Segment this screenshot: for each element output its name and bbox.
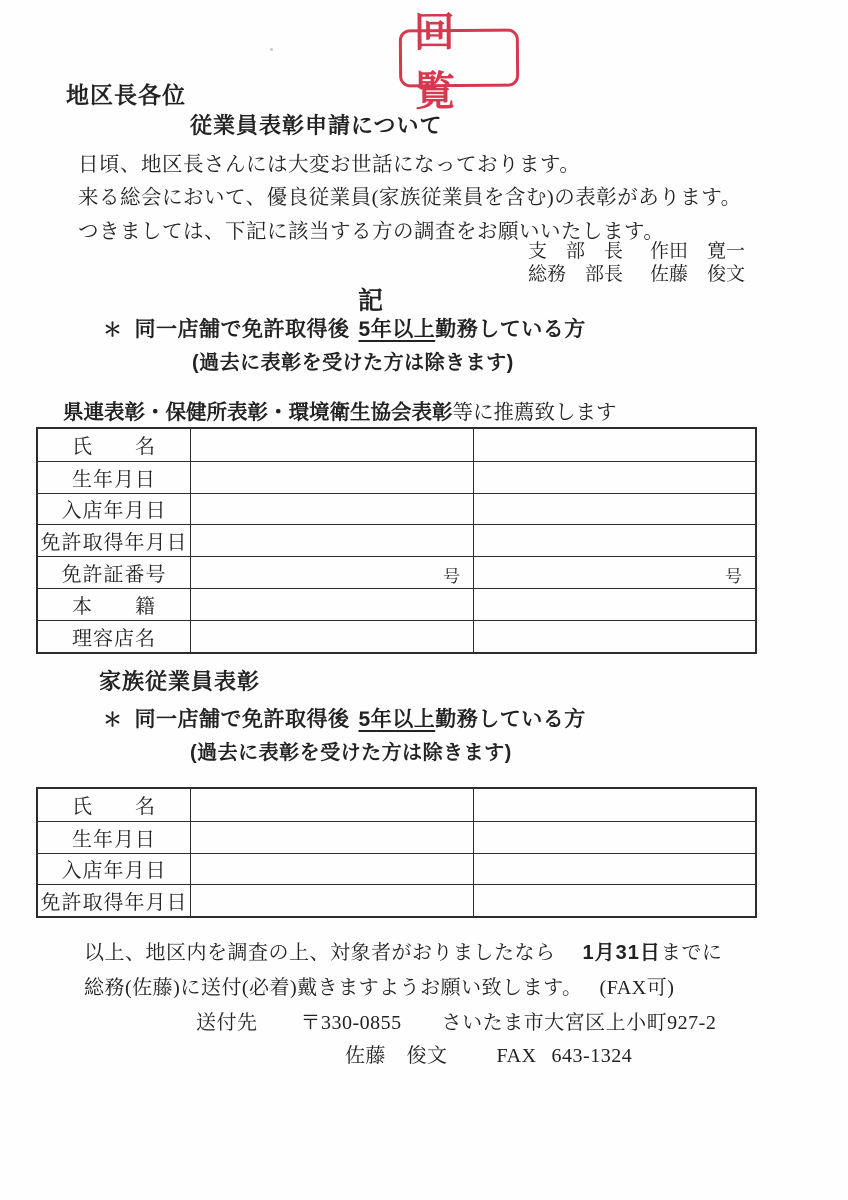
table1-caption-awards: 県連表彰・保健所表彰・環境衛生協会表彰 [63, 401, 453, 424]
table-cell-empty [473, 885, 755, 916]
signature-row-general-affairs [528, 263, 745, 286]
row-label-license-date: 免許取得年月日 [40, 532, 188, 555]
eligibility-condition-1 [103, 313, 586, 343]
row-label-license-number: 免許証番号 [61, 564, 167, 587]
table-row-shop-name [38, 620, 755, 652]
notice-heading-ki: 記 [358, 287, 386, 315]
license-number-unit: 号 [725, 567, 742, 587]
destination-address: さいたま市大宮区上小町927-2 [441, 1012, 717, 1034]
eligibility-condition-2 [103, 703, 586, 733]
table-cell-license-number [190, 557, 473, 588]
signature-name: 佐藤 俊文 [650, 264, 746, 285]
table-cell-empty [190, 822, 473, 853]
body-line-3: つきましては、下記に該当する方の調査をお願いいたします。 [78, 221, 665, 243]
table-cell-empty [473, 854, 755, 885]
postal-code: 〒330-0855 [300, 1012, 402, 1034]
condition-text-post: 勤務している方 [435, 318, 586, 341]
fax-label: FAX [496, 1045, 537, 1067]
row-label-joined-date: 入店年月日 [61, 860, 167, 883]
footer-deadline-post: までに [660, 942, 723, 964]
condition-text-pre: 同一店舗で免許取得後 [134, 708, 350, 731]
table-cell-empty [473, 789, 755, 821]
table-row-license-date [38, 524, 755, 556]
condition-text-underlined: 5年以上 [358, 318, 436, 341]
table-cell-empty [190, 462, 473, 493]
table-row-license-date [38, 884, 755, 916]
scan-speck [270, 48, 273, 51]
footer-destination-line [196, 1006, 716, 1035]
salutation: 地区長各位 [66, 82, 186, 108]
table-cell-empty [190, 885, 473, 916]
signature-role: 総務 部長 [528, 264, 624, 285]
table-row-name [38, 789, 755, 821]
signature-block [528, 240, 745, 286]
body-line-1: 日頃、地区長さんには大変お世話になっております。 [78, 154, 581, 176]
table-row-birthdate [38, 461, 755, 493]
table-cell-empty [473, 589, 755, 620]
footer-fax-ok: (FAX可) [599, 977, 675, 999]
table-cell-empty [190, 589, 473, 620]
body-line-2: 来る総会において、優良従業員(家族従業員を含む)の表彰があります。 [78, 187, 742, 209]
exclusion-note-2: (過去に表彰を受けた方は除きます) [190, 742, 512, 764]
table-cell-empty [473, 822, 755, 853]
asterisk-bullet-icon: ＊ [103, 320, 123, 341]
footer-deadline-line [84, 936, 722, 965]
footer-send-request-line [84, 971, 674, 1000]
fax-number: 643-1324 [551, 1045, 633, 1067]
row-label-license-date: 免許取得年月日 [40, 892, 188, 915]
circulation-stamp [399, 8, 519, 115]
signature-row-branch-chief [528, 240, 745, 263]
table-row-domicile [38, 588, 755, 620]
row-label-birthdate: 生年月日 [72, 468, 156, 491]
license-number-unit: 号 [443, 567, 460, 587]
table-cell-empty [473, 525, 755, 556]
asterisk-bullet-icon: ＊ [103, 710, 123, 731]
row-label-domicile: 本 籍 [72, 595, 156, 618]
family-employee-section-heading: 家族従業員表彰 [99, 669, 261, 694]
contact-name: 佐藤 俊文 [345, 1045, 448, 1067]
row-label-joined-date: 入店年月日 [61, 500, 167, 523]
table-row-license-number [38, 556, 755, 588]
table-cell-empty [190, 525, 473, 556]
condition-text-pre: 同一店舗で免許取得後 [134, 318, 350, 341]
row-label-birthdate: 生年月日 [72, 828, 156, 851]
table-cell-empty [190, 621, 473, 652]
exclusion-note-1: (過去に表彰を受けた方は除きます) [192, 352, 514, 374]
table-row-joined-date [38, 853, 755, 885]
table-cell-license-number [473, 557, 755, 588]
table-row-birthdate [38, 821, 755, 853]
circulation-stamp-text: 回覧 [413, 8, 468, 115]
table-cell-empty [190, 789, 473, 821]
footer-deadline-pre: 以上、地区内を調査の上、対象者がおりましたなら [84, 942, 556, 964]
signature-name: 作田 寛一 [650, 241, 746, 262]
condition-text-underlined: 5年以上 [358, 708, 436, 731]
table1-caption [63, 395, 617, 425]
family-employee-form-table [36, 787, 757, 918]
send-to-label: 送付先 [196, 1012, 258, 1034]
main-employee-form-table [36, 427, 757, 654]
row-label-shop-name: 理容店名 [72, 627, 156, 650]
row-label-name: 氏 名 [72, 796, 156, 819]
table1-caption-rest: 等に推薦致します [452, 402, 617, 424]
table-cell-empty [190, 494, 473, 525]
table-row-name [38, 429, 755, 461]
table-row-joined-date [38, 493, 755, 525]
condition-text-post: 勤務している方 [435, 708, 586, 731]
table-cell-empty [473, 429, 755, 461]
document-title: 従業員表彰申請について [190, 113, 443, 138]
table-cell-empty [473, 462, 755, 493]
footer-deadline-date: 1月31日 [582, 942, 661, 964]
table-cell-empty [190, 429, 473, 461]
footer-contact-line [345, 1039, 632, 1068]
row-label-name: 氏 名 [72, 436, 156, 459]
footer-send-request-text: 総務(佐藤)に送付(必着)戴きますようお願い致します。 [84, 977, 583, 999]
table-cell-empty [473, 621, 755, 652]
signature-role: 支 部 長 [528, 241, 624, 262]
table-cell-empty [190, 854, 473, 885]
table-cell-empty [473, 494, 755, 525]
